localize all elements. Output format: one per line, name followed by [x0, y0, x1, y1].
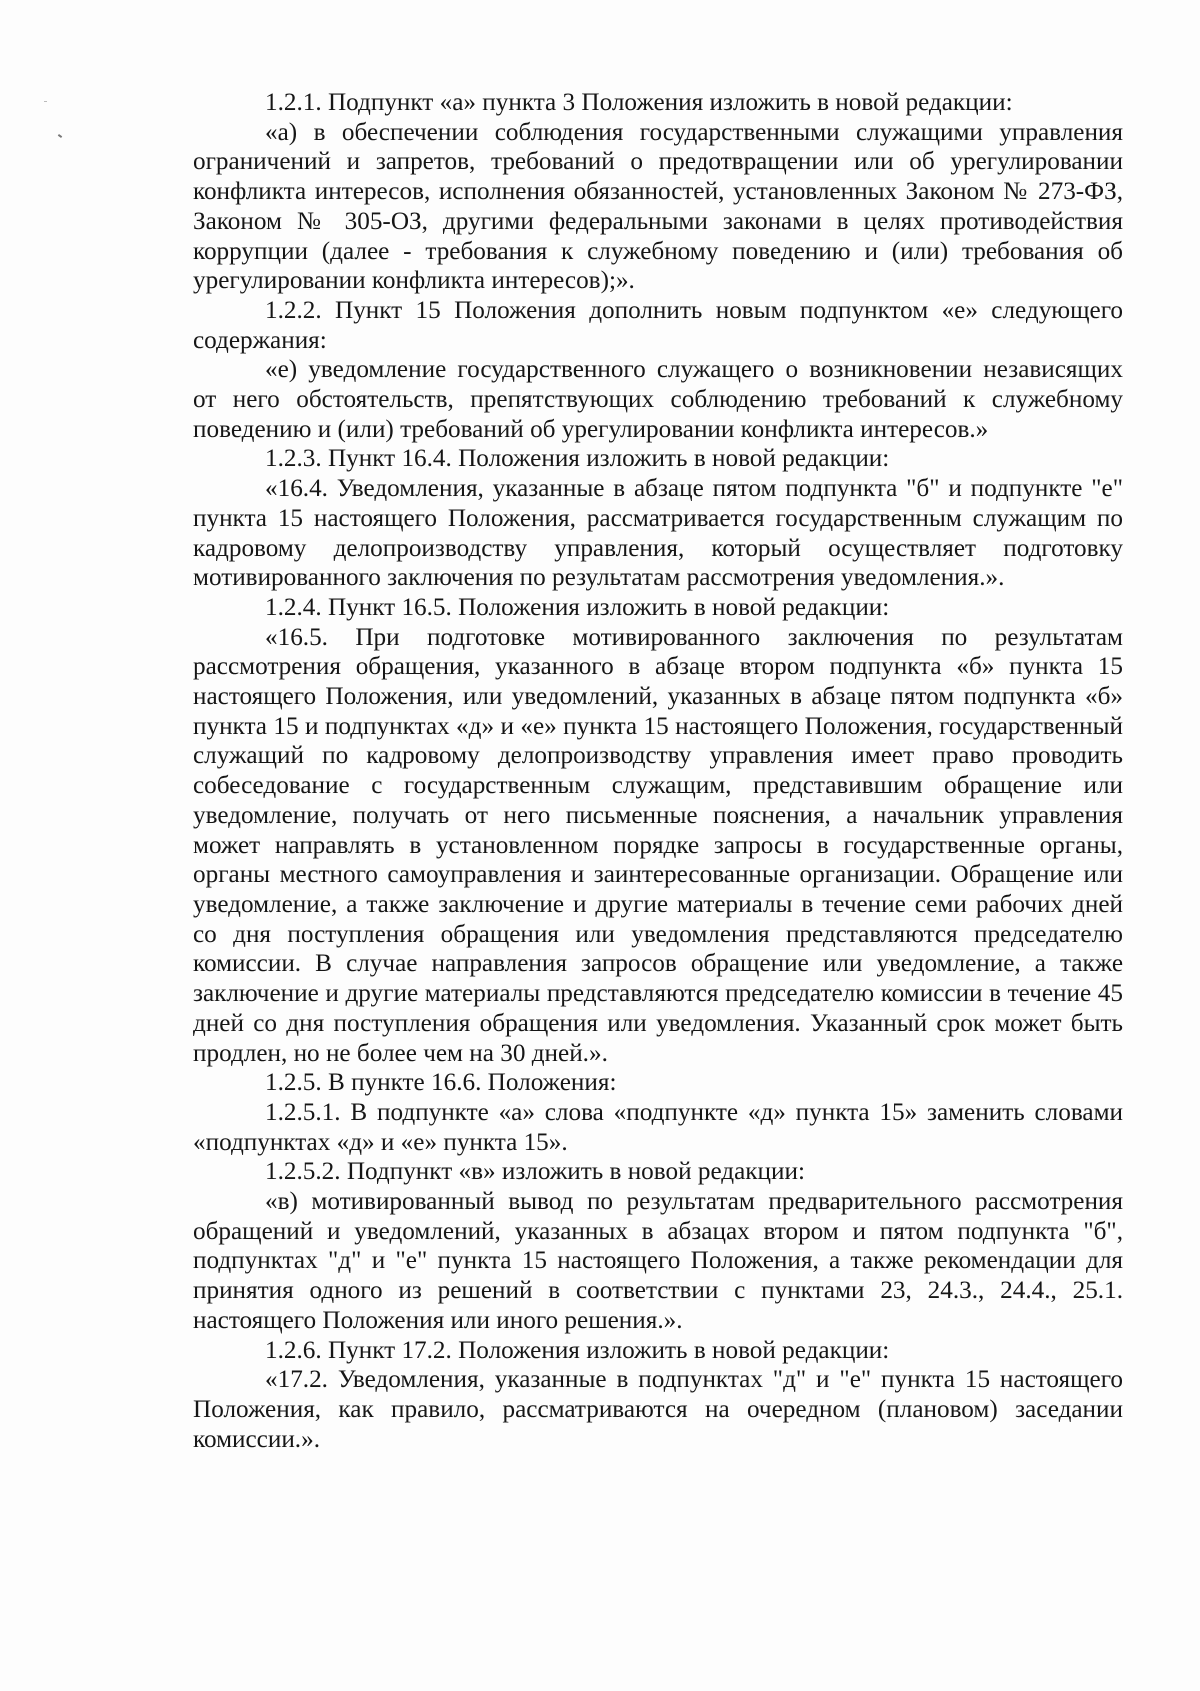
scan-artifact	[44, 101, 47, 102]
paragraph: «16.5. При подготовке мотивированного заключения по результатам рассмотрения обращения, указанного в абзаце втором подпункта «б» пункта 15 настоящего Положения, или уведомлений, указанных в абзаце пятом подпункта «б» пункта 15 и подпунктах «д» и «е» пункта 15 настоящего Положения, государственный служащий по кадровому делопроизводству управления имеет право проводить собеседование с государственным служащим, представившим обращение или уведомление, получать от него письменные пояснения, а начальник управления может направлять в установленном порядке запросы в государственные органы, органы местного самоуправления и заинтересованные организации. Обращение или уведомление, а также заключение и другие материалы в течение семи рабочих дней со дня поступления обращения или уведомления представляются председателю комиссии. В случае направления запросов обращение или уведомление, а также заключение и другие материалы представляются председателю комиссии в течение 45 дней со дня поступления обращения или уведомления. Указанный срок может быть продлен, но не более чем на 30 дней.».	[193, 623, 1123, 1067]
paragraph: 1.2.3. Пункт 16.4. Положения изложить в новой редакции:	[265, 445, 890, 473]
paragraph: 1.2.4. Пункт 16.5. Положения изложить в новой редакции:	[265, 593, 890, 621]
paragraph: «16.4. Уведомления, указанные в абзаце пятом подпункта "б" и подпункте "е" пункта 15 настоящего Положения, рассматривается государственным служащим по кадровому делопроизводству управления, который осуществляет подготовку мотивированного заключения по результатам рассмотрения уведомления.».	[193, 475, 1123, 592]
paragraph: 1.2.5.2. Подпункт «в» изложить в новой редакции:	[265, 1158, 805, 1186]
paragraph: 1.2.5.1. В подпункте «а» слова «подпункте «д» пункта 15» заменить словами «подпунктах «д» и «е» пункта 15».	[193, 1098, 1123, 1156]
paragraph: «а) в обеспечении соблюдения государственными служащими управления ограничений и запретов, требований о предотвращении или об урегулировании конфликта интересов, исполнения обязанностей, установленных Законом № 273-ФЗ, Законом № 305-ОЗ, другими федеральными законами в целях противодействия коррупции (далее - требования к служебному поведению и (или) требования об урегулировании конфликта интересов);».	[193, 118, 1123, 295]
paragraph: 1.2.5. В пункте 16.6. Положения:	[265, 1069, 617, 1097]
paragraph: 1.2.2. Пункт 15 Положения дополнить новым подпунктом «е» следующего содержания:	[193, 296, 1123, 354]
document-body	[193, 88, 1123, 1454]
paragraph: 1.2.1. Подпункт «а» пункта 3 Положения изложить в новой редакции:	[265, 89, 1013, 116]
paragraph: «17.2. Уведомления, указанные в подпунктах "д" и "е" пункта 15 настоящего Положения, как правило, рассматриваются на очередном (плановом) заседании комиссии.».	[193, 1366, 1123, 1453]
paragraph: 1.2.6. Пункт 17.2. Положения изложить в новой редакции:	[265, 1336, 890, 1364]
scan-artifact	[58, 134, 62, 138]
paragraph: «е) уведомление государственного служащего о возникновении независящих от него обстоятельств, препятствующих соблюдению требований к служебному поведению и (или) требований об урегулировании конфликта интересов.»	[193, 356, 1123, 443]
paragraph: «в) мотивированный вывод по результатам предварительного рассмотрения обращений и уведомлений, указанных в абзацах втором и пятом подпункта "б", подпунктах "д" и "е" пункта 15 настоящего Положения, а также рекомендации для принятия одного из решений в соответствии с пунктами 23, 24.3., 24.4., 25.1. настоящего Положения или иного решения.».	[193, 1188, 1123, 1334]
